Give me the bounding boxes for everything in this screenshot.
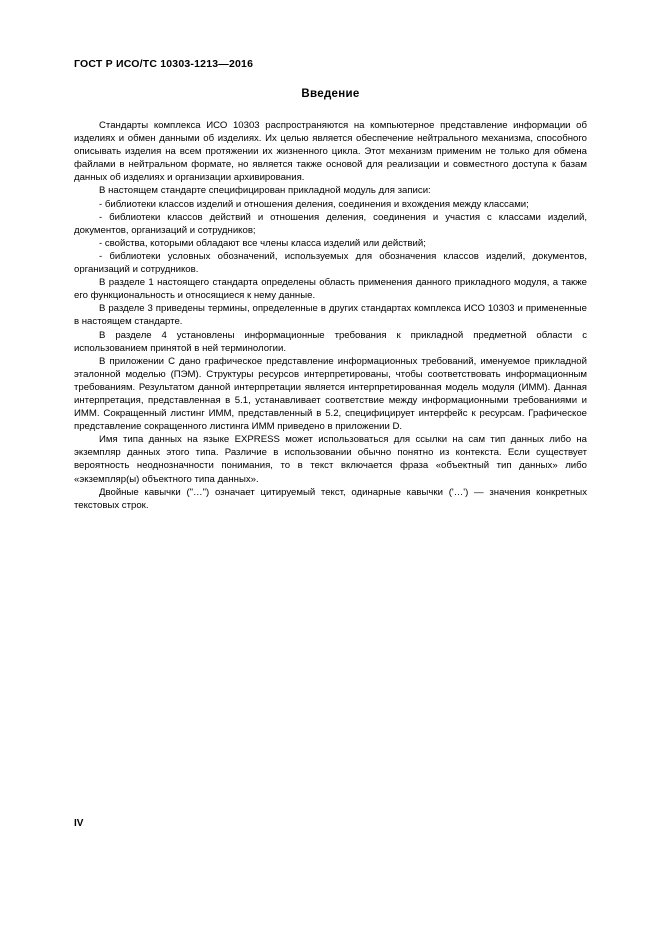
body-text bbox=[74, 119, 587, 512]
paragraph: В разделе 3 приведены термины, определенные в других стандартах комплекса ИСО 10303 и примененные в настоящем стандарте. bbox=[74, 303, 587, 328]
paragraph-bullet: - библиотеки условных обозначений, используемых для обозначения классов изделий, документов, организаций и сотрудников. bbox=[74, 250, 587, 276]
paragraph: В приложении С дано графическое представление информационных требований, именуемое прикладной эталонной моделью (ПЭМ). Структуры ресурсов интерпретированы, чтобы соответствовать информационным требованиям. Результатом данной интерпретации является интерпретированная модель модуля (ИММ). Данная интерпретация, представленная в 5.1, устанавливает соответствие между информационными требованиями и ИММ. Сокращенный листинг ИММ, представленный в 5.2, специфицирует интерфейс к ресурсам. Графическое представление сокращенного листинга ИММ приведено в приложении D. bbox=[74, 355, 587, 433]
paragraph: В настоящем стандарте специфицирован прикладной модуль для записи: bbox=[99, 185, 431, 197]
paragraph: Стандарты комплекса ИСО 10303 распространяются на компьютерное представление информации об изделиях и обмен данными об изделиях. Их целью является обеспечение нейтрального механизма, способного описывать изделия на всем протяжении их жизненного цикла. Этот механизм применим не только для обмена файлами в нейтральном формате, но является также основой для реализации и совместного доступа к базам данных об изделиях и организации архивирования. bbox=[74, 120, 587, 184]
paragraph-bullet: - библиотеки классов изделий и отношения деления, соединения и вхождения между классами; bbox=[99, 198, 529, 210]
paragraph: Имя типа данных на языке EXPRESS может использоваться для ссылки на сам тип данных либо на экземпляр данных этого типа. Различие в использовании обычно понятно из контекста. Если существует вероятность неоднозначности понимания, то в текст включается фраза «объектный тип данных» либо «экземпляр(ы) объектного типа данных». bbox=[74, 434, 587, 485]
paragraph-bullet: - свойства, которыми обладают все члены класса изделий или действий; bbox=[99, 237, 426, 249]
paragraph: Двойные кавычки ("…") означает цитируемый текст, одинарные кавычки ('…') — значения конкретных текстовых строк. bbox=[74, 486, 587, 511]
paragraph: В разделе 4 установлены информационные требования к прикладной предметной области с использованием принятой в ней терминологии. bbox=[74, 329, 587, 354]
paragraph-bullet: - библиотеки классов действий и отношения деления, соединения и участия с классами изделий, документов, организаций и сотрудников; bbox=[74, 211, 587, 236]
page-number: IV bbox=[74, 818, 84, 829]
standard-header-code: ГОСТ Р ИСО/ТС 10303-1213—2016 bbox=[74, 58, 254, 70]
page-title: Введение bbox=[301, 88, 360, 100]
paragraph: В разделе 1 настоящего стандарта определены область применения данного прикладного модуля, а также его функциональность и относящиеся к нему данные. bbox=[74, 277, 587, 302]
